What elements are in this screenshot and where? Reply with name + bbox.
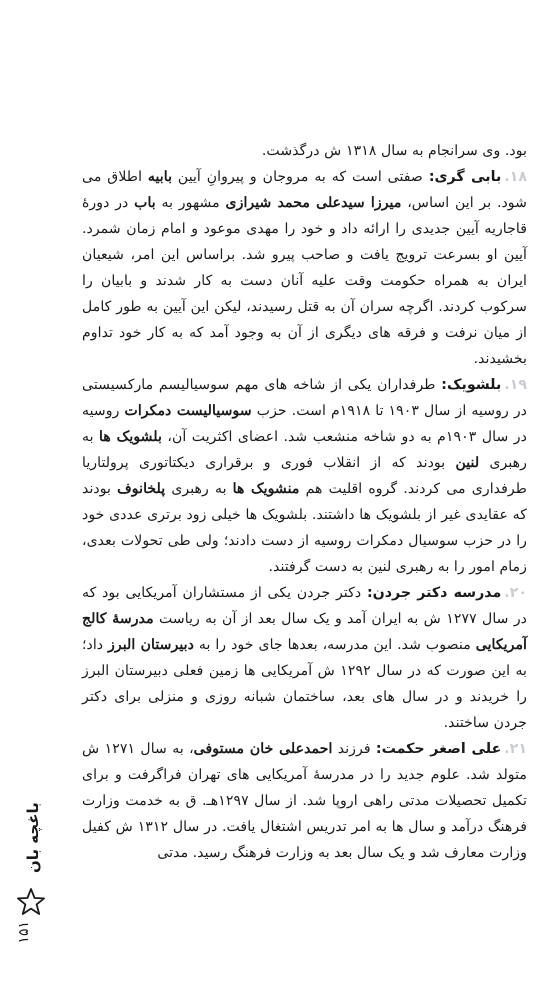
- intro-line: بود. وی سرانجام به سال ۱۳۱۸ ش درگذشت.: [261, 143, 527, 159]
- footnote-title: مدرسه دکتر جردن:: [366, 585, 502, 601]
- footnote-number: ۲۰.: [504, 585, 527, 601]
- footnote-title: علی اصغر حکمت:: [375, 741, 502, 757]
- footnote-19: ۱۹.بلشویک: طرفداران یکی از شاخه های مهم سوسیالیسم مارکسیستی در روسیه از سال ۱۹۰۳ تا ۱۹۱۸م است. حزب سوسیالیست دمکرات روسیه در سال ۱۹۰۳م به دو شاخه منشعب شد. اعضای اکثریت آن، بلشویک ها به رهبری لنین بودند که از انقلاب فوری و برقراری دیکتاتوری پرولتاریا طرفداری می کردند. گروه اقلیت هم منشویک ها به رهبری پلخانوف بودند که عقایدی غیر از بلشویک ها داشتند. بلشویک ها خیلی زود برتری عددی خود را در حزب سوسیال دمکرات روسیه از دست دادند؛ ولی طی تحولات بعدی، زمام امور را به رهبری لنین به دست گرفتند.: [82, 377, 528, 575]
- page-footer-sidebar: [10, 795, 54, 945]
- footnote-21: ۲۱.علی اصغر حکمت: فرزند احمدعلی خان مستوفی، به سال ۱۲۷۱ ش متولد شد. علوم جدید را در مدرسهٔ آمریکایی های تهران فراگرفت و برای تکمیل تحصیلات مدتی راهی اروپا شد. از سال ۱۲۹۷هـ. ق به خدمت وزارت فرهنگ درآمد و سال ها به امر تدریس اشتغال یافت. در سال ۱۳۱۲ ش کفیل وزارت معارف شد و یک سال بعد به وزارت فرهنگ رسید. مدتی: [82, 741, 527, 861]
- page-number: ۱۵۱: [16, 921, 32, 944]
- footnote-number: ۱۹.: [504, 377, 527, 393]
- footnote-number: ۱۸.: [504, 169, 527, 185]
- footnote-title: بلشویک:: [441, 377, 502, 393]
- footnote-20: ۲۰.مدرسه دکتر جردن: دکتر جردن یکی از مستشاران آمریکایی بود که در سال ۱۲۷۷ ش به ایران آمد و یک سال بعد از آن به ریاست مدرسهٔ کالج آمریکایی منصوب شد. این مدرسه، بعدها جای خود را به دبیرستان البرز داد؛ به این صورت که در سال ۱۲۹۲ ش آمریکایی ها زمین فعلی دبیرستان البرز را خریدند و در سال های بعد، ساختمان شبانه روزی و منزلی برای دکتر جردن ساختند.: [82, 585, 527, 731]
- page-body: [82, 138, 527, 866]
- book-title: باغچه بان: [24, 802, 42, 874]
- footnote-number: ۲۱.: [504, 741, 527, 757]
- footnote-title: بابی گری:: [428, 169, 502, 185]
- star-outline-icon: [16, 887, 46, 917]
- footnote-18: ۱۸.بابی گری: صفتی است که به مروجان و پیروانِ آیین بابیه اطلاق می شود. بر این اساس، میرزا سیدعلی محمد شیرازی مشهور به باب در دورهٔ قاجاریه آیین جدیدی را ارائه داد و خود را مهدی موعود و امام زمان شمرد. آیین او بسرعت ترویج یافت و صاحب پیرو شد. براساس این امر، شیعیان ایران به همراه حکومت وقت علیه آنان دست به کار شدند و بابیان را سرکوب کردند. اگرچه سران آن به قتل رسیدند، لیکن این آیین به طور کامل از میان نرفت و فرقه های دیگری از آن به وجود آمد که به کار خود تداوم بخشیدند.: [82, 169, 527, 367]
